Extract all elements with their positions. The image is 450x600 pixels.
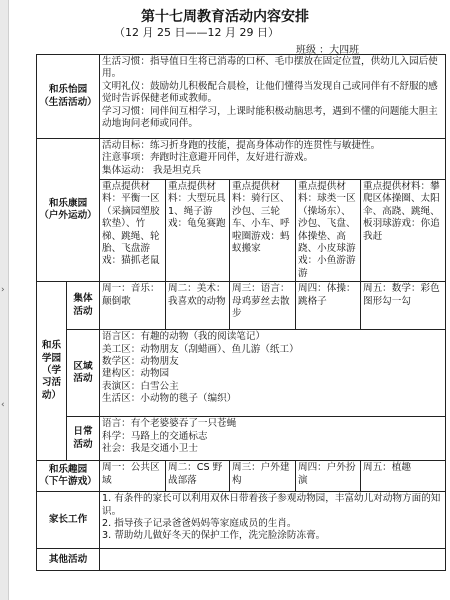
health-group: 重点提供材料：攀爬区体操圈、太阳伞、高跷、跳绳、板羽球游戏：你追我赶 (361, 180, 446, 282)
schedule-table (36, 54, 446, 571)
outdoor-day: 周三：户外建构 (230, 461, 296, 492)
family-line: 3. 帮助幼儿做好冬天的保护工作，洗完脸涂防冻膏。 (102, 530, 326, 542)
daily-line: 语言：有个老婆婆吞了一只苍蝇 (102, 418, 237, 430)
life-line: 文明礼仪：鼓励幼儿积极配合晨检，让他们懂得当发现自己或同伴有不舒服的感觉时告诉保健老师或教师。 (102, 80, 438, 105)
collective-day: 周四：体操：跳格子 (296, 282, 361, 330)
area-line: 表演区：白雪公主 (102, 380, 179, 392)
daily-content (100, 417, 446, 461)
outdoor-day: 周二：CS 野战部落 (166, 461, 230, 492)
document-left-ruler (0, 0, 9, 600)
class-label: 班级 ：大四班 (296, 45, 360, 56)
life-line: 学习习惯：同伴间互相学习，上课时能积极动脑思考，遇到不懂的问题能大胆主动地询问老师或同伴。 (102, 105, 438, 130)
collective-day: 周五：数学：彩色图形勾一勾 (361, 282, 446, 330)
date-range: （12 月 25 日——12 月 29 日） (114, 26, 279, 39)
family-line: 1. 有条件的家长可以利用双休日带着孩子参观动物园，丰富幼儿对动物方面的知识。 (102, 493, 441, 517)
health-group: 重点提供材料：平衡一区（采摘园塑胶软垫）、竹梯、跳绳、轮胎、飞盘游戏：猫抓老鼠 (100, 180, 166, 282)
health-line: 注意事项：奔跑时注意避开同伴，友好进行游戏。 (102, 152, 314, 164)
study-section-label: 和乐 学园 （学 习活 动） (37, 282, 67, 461)
area-line: 建构区：动物园 (102, 368, 170, 380)
life-row (37, 55, 446, 139)
area-content (100, 330, 446, 417)
family-content (100, 492, 446, 549)
collective-day: 周二：美术：我喜欢的动物 (166, 282, 230, 330)
collective-day: 周一：音乐：颠倒歌 (100, 282, 166, 330)
daily-line: 科学：马路上的交通标志 (102, 430, 208, 442)
other-row (37, 549, 446, 571)
family-row (37, 492, 446, 549)
health-group: 重点提供材料：球类一区（操场东）、沙包、飞盘、体操垫、高跷、小皮球游戏：小鱼游游游 (296, 180, 361, 282)
health-group: 重点提供材料：大型玩具 1、绳子游戏：龟兔赛跑 (166, 180, 230, 282)
outdoor-day: 周五：植趣 (361, 461, 446, 492)
health-line: 集体运动： 我是坦克兵 (102, 164, 201, 176)
area-line: 美工区：动物朋友（刮蜡画）、鱼儿游（纸工） (102, 343, 299, 355)
health-content (100, 139, 446, 180)
other-section-label: 其他活动 (37, 549, 100, 571)
study-collective-row (37, 282, 446, 330)
area-line: 生活区：小动物的毯子（编织） (102, 393, 237, 405)
other-content (100, 549, 446, 571)
life-content (100, 55, 446, 139)
life-section-label: 和乐怡园 （生活活动） (37, 55, 100, 139)
health-group: 重点提供材料：骑行区、沙包、三轮车、小车、呼啦圈游戏：蚂蚁搬家 (230, 180, 296, 282)
page-title: 第十七周教育活动内容安排 (141, 9, 309, 25)
outdoor-day: 周四：户外扮演 (296, 461, 361, 492)
daily-line: 社会：我是交通小卫士 (102, 443, 198, 455)
health-intro-row (37, 139, 446, 180)
health-line: 活动目标：练习折身跑的技能，提高身体动作的连贯性与敏捷性。 (102, 140, 381, 151)
daily-label: 日常 活动 (67, 417, 100, 461)
collective-day: 周三：语言：母鸡萝丝去散步 (230, 282, 296, 330)
area-label: 区域 活动 (67, 330, 100, 417)
study-daily-row (37, 417, 446, 461)
study-area-row (37, 330, 446, 417)
area-line: 语言区：有趣的动物（我的阅读笔记） (102, 331, 266, 343)
fold-marker-icon: › (1, 285, 5, 295)
family-line: 2. 指导孩子记录爸爸妈妈等家庭成员的生肖。 (102, 518, 297, 530)
area-line: 数学区：动物朋友 (102, 356, 179, 368)
fold-marker-icon: ‹ (1, 400, 5, 410)
family-section-label: 家长工作 (37, 492, 100, 549)
outdoor-row (37, 461, 446, 492)
collective-label: 集体 活动 (67, 282, 100, 330)
life-line: 生活习惯：指导值日生将已消毒的口杯、毛巾摆放在固定位置，供幼儿入园后使用。 (102, 56, 438, 80)
outdoor-section-label: 和乐趣园 （下午游戏） (37, 461, 100, 492)
health-section-label: 和乐康园 （户外运动） (37, 139, 100, 282)
outdoor-day: 周一：公共区域 (100, 461, 166, 492)
